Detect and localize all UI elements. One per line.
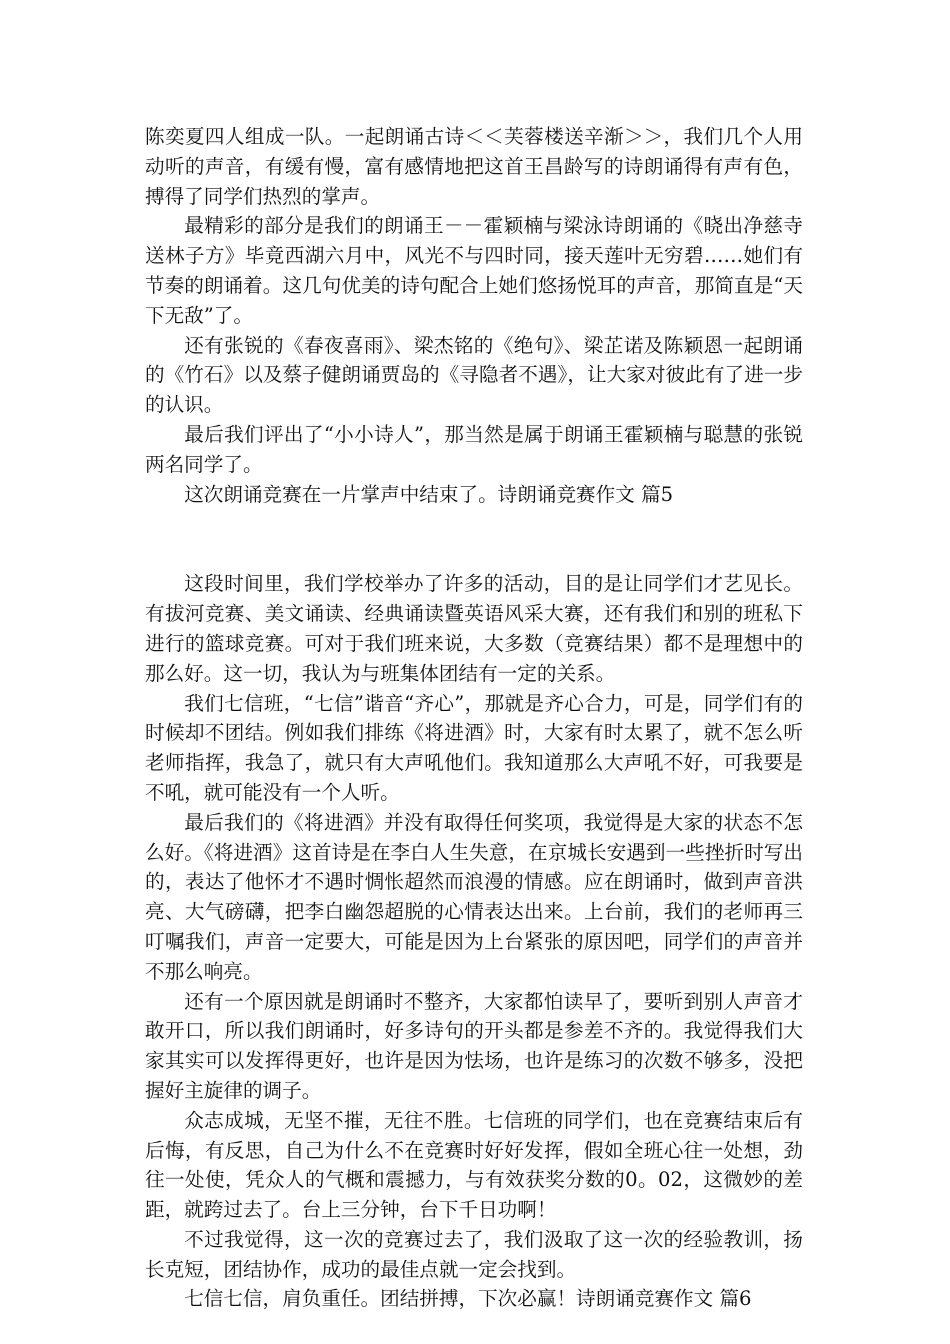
paragraph-little-poet: 最后我们评出了“小小诗人”，那当然是属于朗诵王霍颖楠与聪慧的张锐两名同学了。: [145, 422, 803, 476]
paragraph-class-unity: 我们七信班，“七信”谐音“齐心”，那就是齐心合力，可是，同学们有的时候却不团结。例如我们排练《将进酒》时，大家有时太累了，就不怎么听老师指挥，我急了，就只有大声吼他们。我知道那么大声吼不好，可我要是不吼，就可能没有一个人听。: [145, 691, 803, 804]
paragraph-lessons: 不过我觉得，这一次的竞赛过去了，我们汲取了这一次的经验教训，扬长克短，团结协作，成功的最佳点就一定会找到。: [145, 1227, 803, 1281]
paragraph-ending-heading-6: 七信七信，肩负重任。团结拼搏，下次必赢！诗朗诵竞赛作文 篇6: [184, 1287, 752, 1311]
paragraph-jiangjinjiu: 最后我们的《将进酒》并没有取得任何奖项，我觉得是大家的状态不怎么好。《将进酒》这首诗是在李白人生失意，在京城长安遇到一些挫折时写出的，表达了他怀才不遇时惆怅超然而浪漫的情感。应在朗诵时，做到声音洪亮、大气磅礴，把李白幽怨超脱的心情表达出来。上台前，我们的老师再三叮嘱我们，声音一定要大，可能是因为上台紧张的原因吧，同学们的声音并不那么响亮。: [145, 810, 803, 983]
paragraph-activities: 这段时间里，我们学校举办了许多的活动，目的是让同学们才艺见长。有拔河竞赛、美文诵读、经典诵读暨英语风采大赛，还有我们和别的班私下进行的篮球竞赛。可对于我们班来说，大多数（竞赛结果）都不是理想中的那么好。这一切，我认为与班集体团结有一定的关系。: [145, 572, 803, 685]
paragraph-highlight-performance: 最精彩的部分是我们的朗诵王－－霍颖楠与梁泳诗朗诵的《晓出净慈寺送林子方》毕竟西湖六月中，风光不与四时同，接天莲叶无穷碧……她们有节奏的朗诵着。这几句优美的诗句配合上她们悠扬悦耳的声音，那简直是“天下无敌”了。: [145, 214, 803, 327]
essay-section-previous: [145, 122, 803, 509]
section-gap: [145, 509, 803, 569]
document-page: [145, 122, 803, 1314]
paragraph-other-poems: 还有张锐的《春夜喜雨》、梁杰铭的《绝句》、梁芷诺及陈颖恩一起朗诵的《竹石》以及蔡子健朗诵贾岛的《寻隐者不遇》，让大家对彼此有了进一步的认识。: [145, 333, 803, 417]
paragraph-reflection: 众志成城，无坚不摧，无往不胜。七信班的同学们，也在竞赛结束后有后悔，有反思，自己为什么不在竞赛时好好发挥，假如全班心往一处想，劲往一处使，凭众人的气概和震撼力，与有效获奖分数的0。02，这微妙的差距，就跨过去了。台上三分钟，台下千日功啊！: [145, 1108, 803, 1222]
essay-section-5: [145, 569, 803, 1314]
paragraph-ending-heading-5: 这次朗诵竞赛在一片掌声中结束了。诗朗诵竞赛作文 篇5: [184, 482, 674, 506]
paragraph-continued: 陈奕夏四人组成一队。一起朗诵古诗＜＜芙蓉楼送辛渐＞＞，我们几个人用动听的声音，有缓有慢，富有感情地把这首王昌龄写的诗朗诵得有声有色，搏得了同学们热烈的掌声。: [145, 125, 803, 208]
paragraph-not-uniform: 还有一个原因就是朗诵时不整齐，大家都怕读早了，要听到别人声音才敢开口，所以我们朗诵时，好多诗句的开头都是参差不齐的。我觉得我们大家其实可以发挥得更好，也许是因为怯场，也许是练习的次数不够多，没把握好主旋律的调子。: [145, 989, 803, 1102]
